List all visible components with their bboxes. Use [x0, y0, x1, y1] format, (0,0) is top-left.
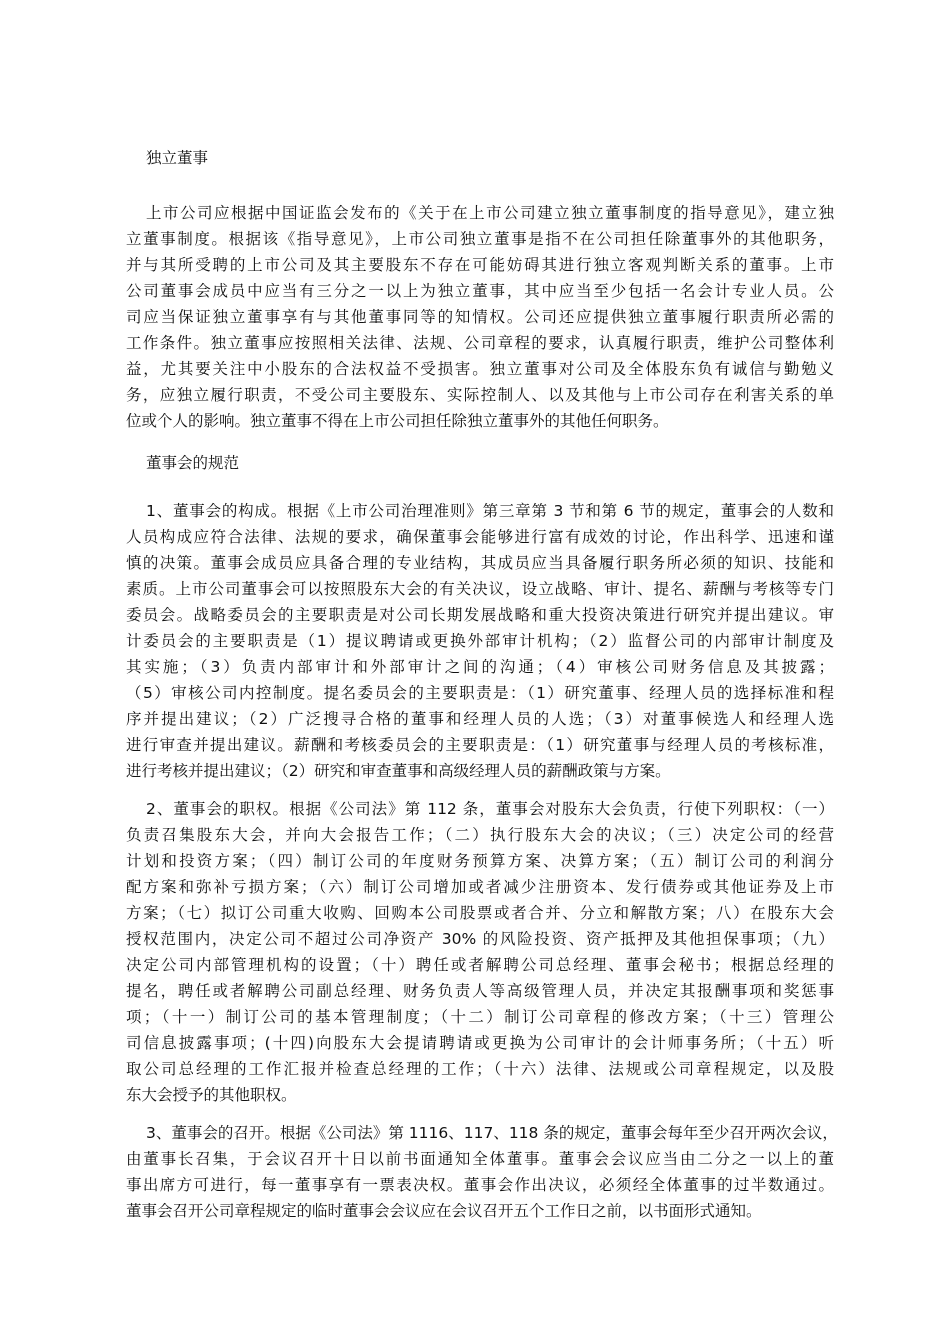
text-line: 项；（十一）制订公司的基本管理制度；（十二）制订公司章程的修改方案；（十三）管理公: [126, 1008, 834, 1026]
text-line: 并与其所受聘的上市公司及其主要股东不存在可能妨碍其进行独立客观判断关系的董事。上市: [126, 256, 834, 274]
text-line: 取公司总经理的工作汇报并检查总经理的工作；（十六）法律、法规或公司章程规定，以及股: [126, 1060, 834, 1078]
text-line: 方案；（七）拟订公司重大收购、回购本公司股票或者合并、分立和解散方案；八）在股东大会: [126, 904, 834, 922]
text-line: 人员构成应符合法律、法规的要求，确保董事会能够进行富有成效的讨论，作出科学、迅速和谨: [126, 528, 834, 546]
section-heading-independent-directors: 独立董事: [146, 149, 209, 167]
paragraph-board-meetings: [126, 1120, 838, 1224]
text-line: 由董事长召集，于会议召开十日以前书面通知全体董事。董事会会议应当由二分之一以上的董: [126, 1150, 834, 1168]
text-line: 司应当保证独立董事享有与其他董事同等的知情权。公司还应提供独立董事履行职责所必需的: [126, 308, 834, 326]
text-line: 3、董事会的召开。根据《公司法》第 1116、117、118 条的规定，董事会每年至少召开两次会议，: [146, 1124, 838, 1142]
text-line: 负责召集股东大会，并向大会报告工作；（二）执行股东大会的决议；（三）决定公司的经营: [126, 826, 834, 844]
text-line: 配方案和弥补亏损方案；（六）制订公司增加或者减少注册资本、发行债券或其他证券及上市: [126, 878, 834, 896]
text-line: 2、董事会的职权。根据《公司法》第 112 条，董事会对股东大会负责，行使下列职权：（一）: [146, 800, 834, 818]
text-line: 慎的决策。董事会成员应具备合理的专业结构，其成员应当具备履行职务所必须的知识、技能和: [126, 554, 834, 572]
text-line: 进行考核并提出建议；（2）研究和审查董事和高级经理人员的薪酬政策与方案。: [126, 762, 671, 780]
text-line: 事出席方可进行，每一董事享有一票表决权。董事会作出决议，必须经全体董事的过半数通过。: [126, 1176, 834, 1194]
text-line: 决定公司内部管理机构的设置；（十）聘任或者解聘公司总经理、董事会秘书；根据总经理的: [126, 956, 834, 974]
text-line: 上市公司应根据中国证监会发布的《关于在上市公司建立独立董事制度的指导意见》，建立独: [146, 204, 834, 222]
section-heading-board-norms: 董事会的规范: [146, 454, 240, 472]
text-line: 其实施；（3）负责内部审计和外部审计之间的沟通；（4）审核公司财务信息及其披露；: [126, 658, 834, 676]
text-line: 授权范围内，决定公司不超过公司净资产 30% 的风险投资、资产抵押及其他担保事项；（九）: [126, 930, 834, 948]
text-line: 序并提出建议；（2）广泛搜寻合格的董事和经理人员的人选；（3）对董事候选人和经理人选: [126, 710, 834, 728]
text-line: （5）审核公司内控制度。提名委员会的主要职责是：（1）研究董事、经理人员的选择标准和程: [126, 684, 834, 702]
paragraph-board-powers: [126, 796, 834, 1108]
text-line: 东大会授予的其他职权。: [126, 1086, 297, 1104]
text-line: 素质。上市公司董事会可以按照股东大会的有关决议，设立战略、审计、提名、薪酬与考核等专门: [126, 580, 834, 598]
paragraph-board-composition: [126, 498, 834, 784]
text-line: 工作条件。独立董事应按照相关法律、法规、公司章程的要求，认真履行职责，维护公司整体利: [126, 334, 834, 352]
text-line: 提名，聘任或者解聘公司副总经理、财务负责人等高级管理人员，并决定其报酬事项和奖惩事: [126, 982, 834, 1000]
paragraph-independent-directors: [126, 200, 834, 434]
text-line: 董事会召开公司章程规定的临时董事会会议应在会议召开五个工作日之前，以书面形式通知。: [126, 1202, 762, 1220]
text-line: 立董事制度。根据该《指导意见》，上市公司独立董事是指不在公司担任除董事外的其他职务，: [126, 230, 834, 248]
text-line: 1、董事会的构成。根据《上市公司治理准则》第三章第 3 节和第 6 节的规定，董事会的人数和: [146, 502, 834, 520]
text-line: 计委员会的主要职责是（1）提议聘请或更换外部审计机构；（2）监督公司的内部审计制度及: [126, 632, 834, 650]
text-line: 司信息披露事项；(十四)向股东大会提请聘请或更换为公司审计的会计师事务所；（十五）听: [126, 1034, 834, 1052]
text-line: 位或个人的影响。独立董事不得在上市公司担任除独立董事外的其他任何职务。: [126, 412, 669, 430]
text-line: 进行审查并提出建议。薪酬和考核委员会的主要职责是：（1）研究董事与经理人员的考核标准，: [126, 736, 834, 754]
text-line: 委员会。战略委员会的主要职责是对公司长期发展战略和重大投资决策进行研究并提出建议。审: [126, 606, 834, 624]
text-line: 务，应独立履行职责，不受公司主要股东、实际控制人、以及其他与上市公司存在利害关系的单: [126, 386, 834, 404]
text-line: 益，尤其要关注中小股东的合法权益不受损害。独立董事对公司及全体股东负有诚信与勤勉义: [126, 360, 834, 378]
text-line: 公司董事会成员中应当有三分之一以上为独立董事，其中应当至少包括一名会计专业人员。公: [126, 282, 834, 300]
text-line: 计划和投资方案；（四）制订公司的年度财务预算方案、决算方案；（五）制订公司的利润分: [126, 852, 834, 870]
